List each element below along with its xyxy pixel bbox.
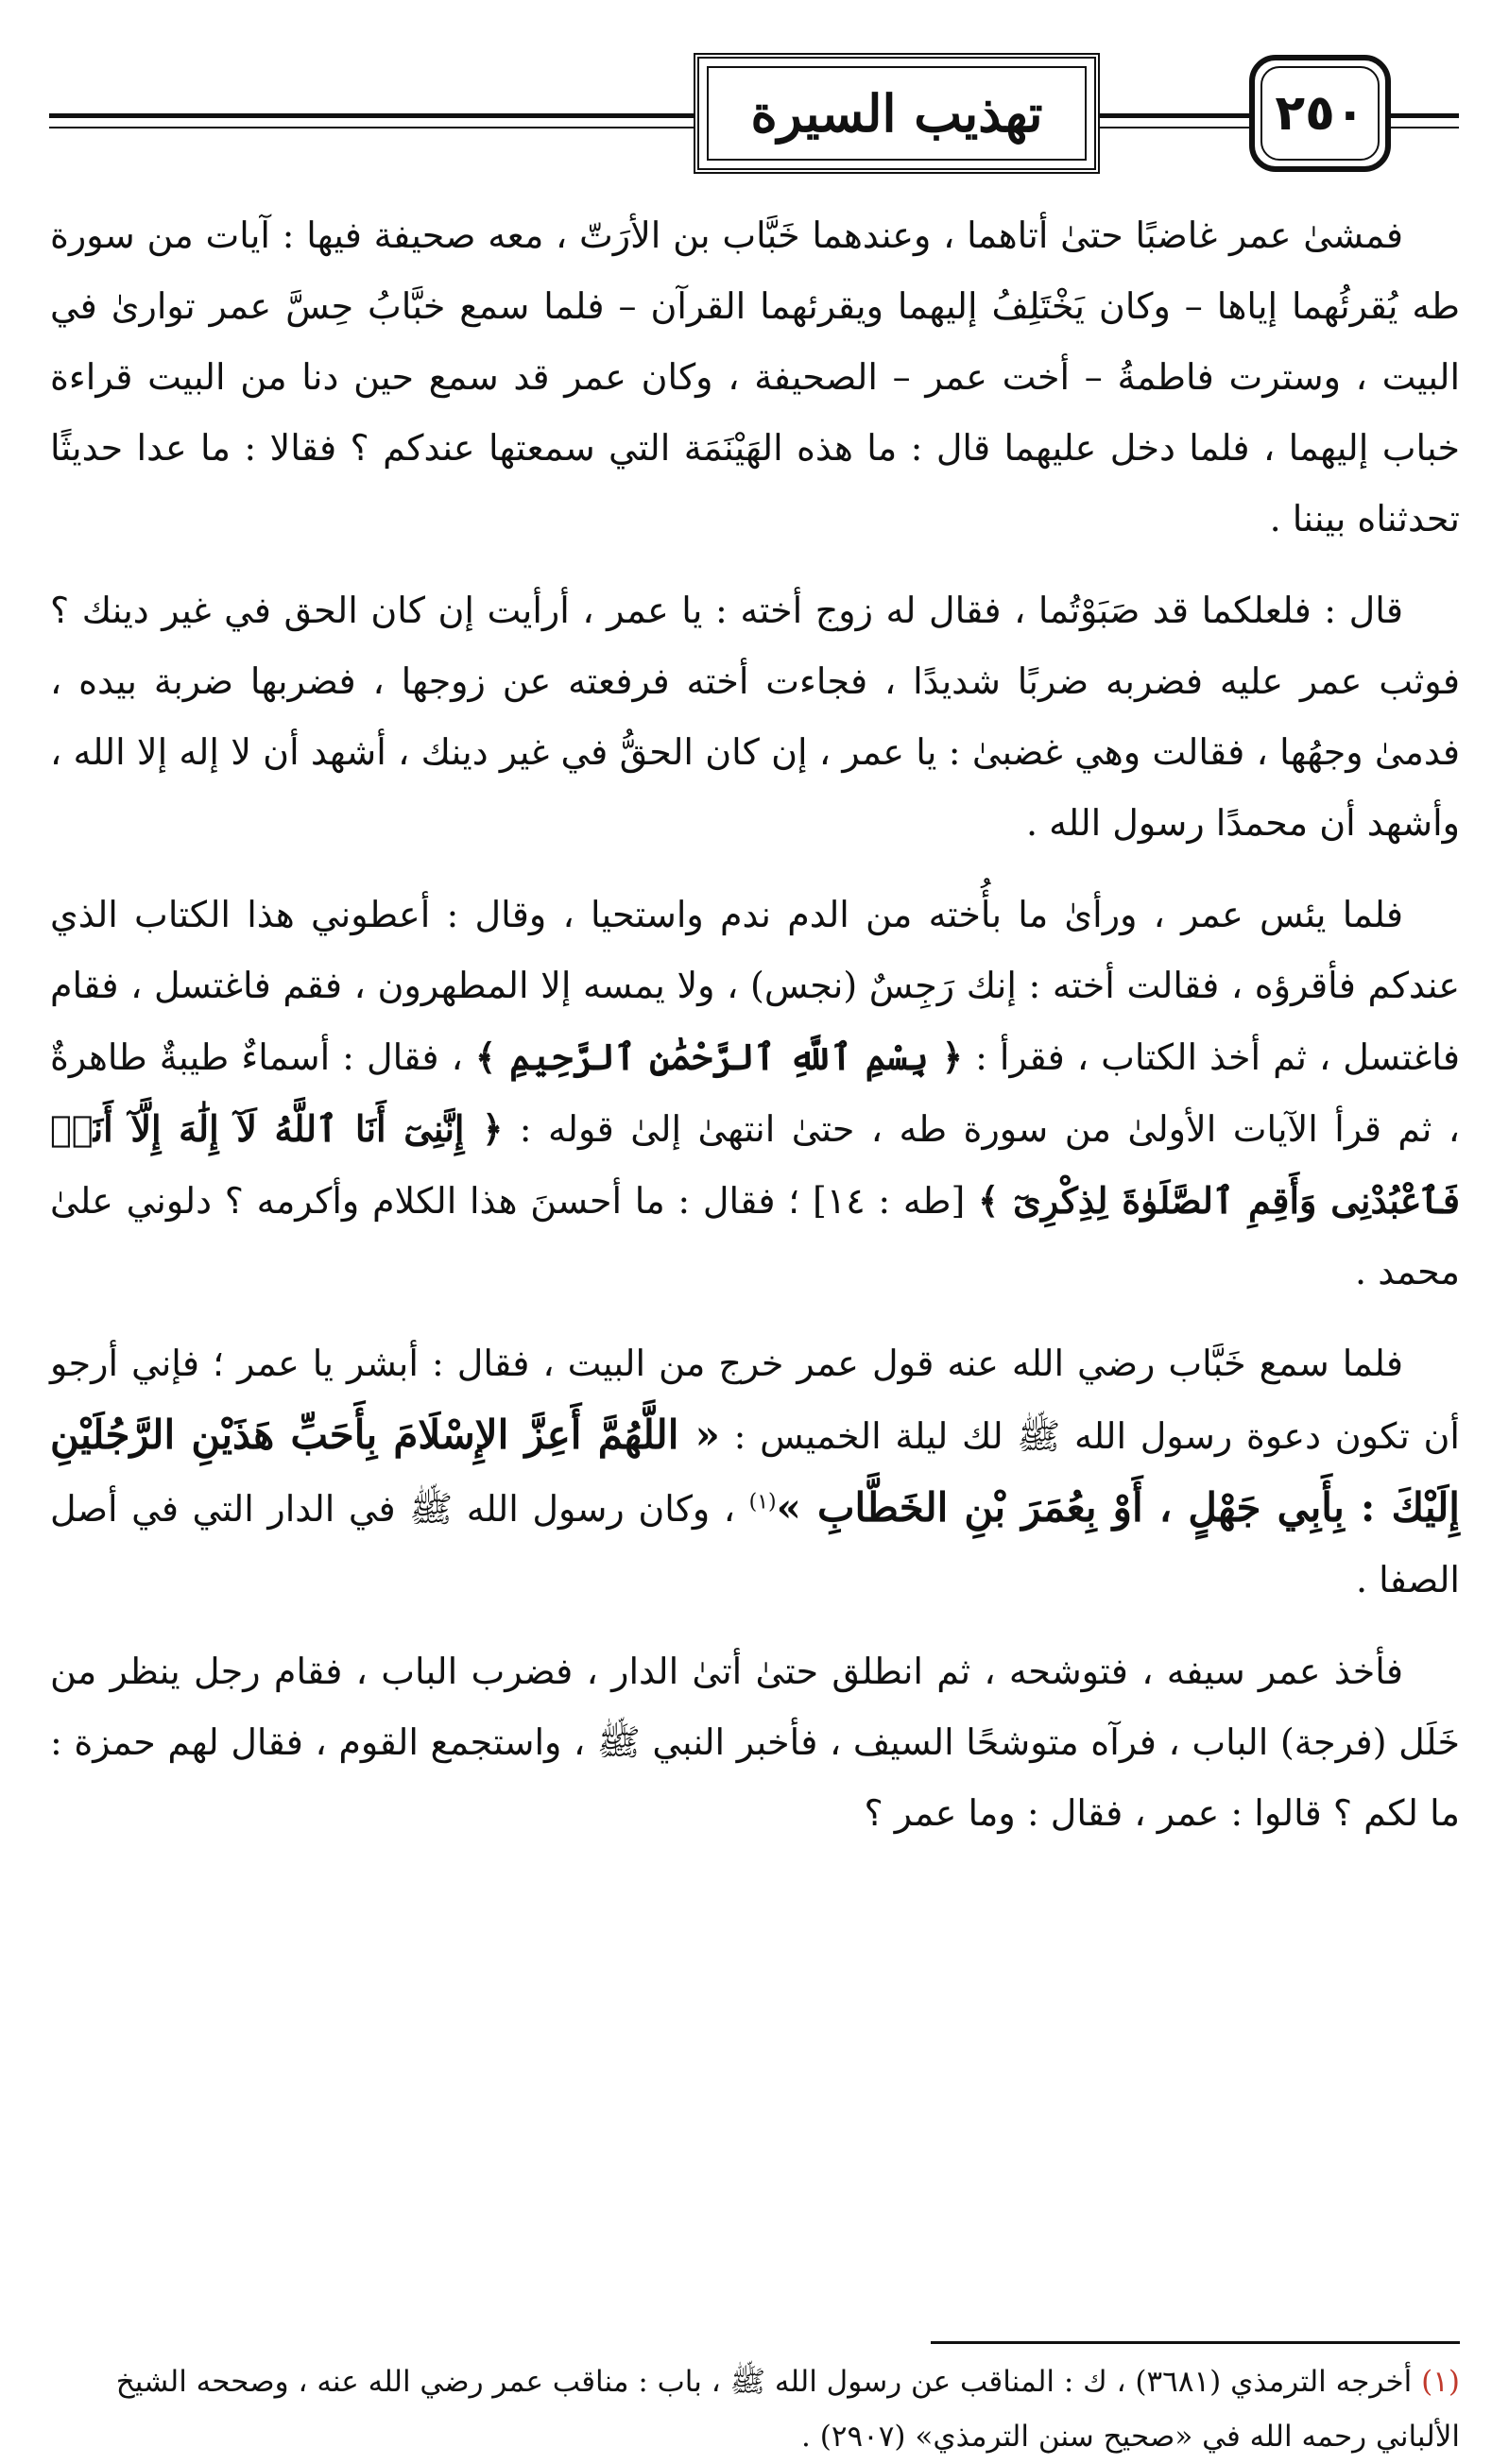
paragraph-4-text-a: فلما سمع خَبَّاب رضي الله عنه قول عمر خرج من البيت ، فقال : أبشر يا عمر ؛ فإني أرجو أن تكون دعوة رسول الله ﷺ لك ليلة الخميس : [50,1343,1460,1457]
footnote-ref[interactable]: (١) [748,1490,777,1514]
main-text [50,200,1460,1870]
page-number-frame [1249,55,1391,172]
paragraph-3-text-b: ، فقال : أسماءٌ طيبةٌ طاهرةٌ ، ثم قرأ الآيات الأولىٰ من سورة طه ، حتىٰ انتهىٰ إلىٰ قوله : [50,1036,1460,1150]
page-number: ٢٥٠ [1275,85,1365,142]
page-header [49,45,1459,187]
running-title-frame [694,53,1100,174]
footnote-number: (١) [1421,2365,1460,2399]
quran-taha-14: ﴿ إِنَّنِىٓ أَنَا ٱللَّهُ لَآ إِلَٰهَ إِلَّآ أَنَا۠ فَٱعْبُدْنِى وَأَقِمِ ٱلصَّلَوٰةَ لِذِكْرِىٓ ﴾ [50,1107,1460,1222]
paragraph-3 [50,880,1460,1308]
paragraph-4-text-b: ، وكان رسول الله ﷺ في الدار التي في أصل الصفا . [50,1488,1460,1600]
paragraph-4 [50,1328,1460,1616]
paragraph-3-text-a: فلما يئس عمر ، ورأىٰ ما بأُخته من الدم ندم واستحيا ، وقال : أعطوني هذا الكتاب الذي عندكم فأقرؤه ، فقالت أخته : إنك رَجِسٌ (نجس) ، ولا يمسه إلا المطهرون ، فقم فاغتسل ، فقام فاغتسل ، ثم أخذ الكتاب ، فقرأ : [50,894,1460,1078]
paragraph-3-text-c: [طه : ١٤] ؛ فقال : ما أحسنَ هذا الكلام وأكرمه ؟ دلوني علىٰ محمد . [50,1180,1460,1292]
footnote-1 [50,2354,1460,2464]
paragraph-5: فأخذ عمر سيفه ، فتوشحه ، ثم انطلق حتىٰ أتىٰ الدار ، فضرب الباب ، فقام رجل ينظر من خَلَل (فرجة) الباب ، فرآه متوشحًا السيف ، فأخبر النبي ﷺ ، واستجمع القوم ، فقال لهم حمزة : ما لكم ؟ قالوا : عمر ، فقال : وما عمر ؟ [50,1651,1460,1834]
quran-basmala: ﴿ بِسْمِ ٱللَّهِ ٱلرَّحْمَٰنِ ٱلرَّحِيمِ ﴾ [474,1035,964,1078]
footnotes [50,2354,1460,2464]
footnote-text: أخرجه الترمذي (٣٦٨١) ، ك : المناقب عن رسول الله ﷺ ، باب : مناقب عمر رضي الله عنه ، وصححه الشيخ الألباني رحمه الله في «صحيح سنن الترمذي» (٢٩٠٧) . [115,2365,1460,2454]
hadith-quote: « اللَّهُمَّ أَعِزَّ الإِسْلَامَ بِأَحَبِّ هَذَيْنِ الرَّجُلَيْنِ إِلَيْكَ : بِأَبِي جَهْلٍ ، أَوْ بِعُمَرَ بْنِ الخَطَّابِ » [50,1412,1460,1531]
running-title: تهذيب السيرة [750,83,1043,144]
paragraph-2: قال : فلعلكما قد صَبَوْتُما ، فقال له زوج أخته : يا عمر ، أرأيت إن كان الحق في غير دينك ؟ فوثب عمر عليه فضربه ضربًا شديدًا ، فجاءت أخته فرفعته عن زوجها ، فضربها ضربة بيده ، فدمىٰ وجهُها ، فقالت وهي غضبىٰ : يا عمر ، إن كان الحقُّ في غير دينك ، أشهد أن لا إله إلا الله ، وأشهد أن محمدًا رسول الله . [50,590,1460,844]
paragraph-1: فمشىٰ عمر غاضبًا حتىٰ أتاهما ، وعندهما خَبَّاب بن الأرَتّ ، معه صحيفة فيها : آيات من سورة طه يُقرئُهما إياها – وكان يَخْتَلِفُ إليهما ويقرئهما القرآن – فلما سمع خبَّابُ حِسَّ عمر توارىٰ في البيت ، وسترت فاطمةُ – أخت عمر – الصحيفة ، وكان عمر قد سمع حين دنا من البيت قراءة خباب إليهما ، فلما دخل عليهما قال : ما هذه الهَيْنَمَة التي سمعتها عندكم ؟ فقالا : ما عدا حديثًا تحدثناه بيننا . [50,214,1461,539]
footnote-divider [931,2341,1460,2344]
